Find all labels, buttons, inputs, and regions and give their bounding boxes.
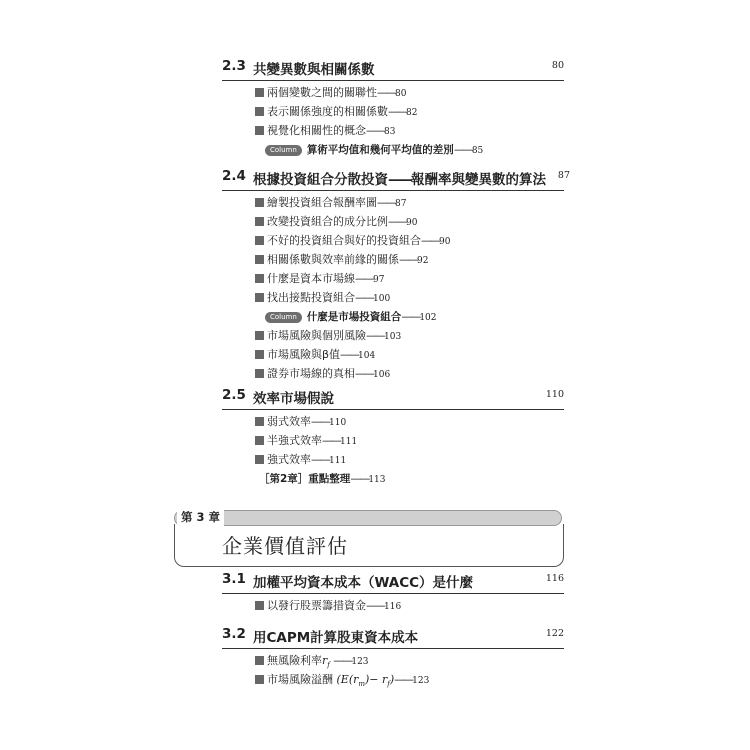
bullet-square-icon [255, 675, 264, 684]
leader: —— [377, 196, 395, 209]
summary-label: ［第2章］重點整理 [259, 473, 351, 485]
leader: —— [340, 348, 359, 361]
entry-label: 繪製投資組合報酬率圖 [267, 196, 377, 209]
entry-page: 116 [384, 602, 402, 612]
section-page: 116 [545, 573, 564, 584]
leader: —— [355, 367, 373, 380]
column-label: 算術平均值和幾何平均值的差別 [306, 144, 454, 156]
leader: —— [333, 654, 352, 667]
chapter-label: 第 3 章 [177, 509, 224, 526]
section-title-part: 報酬率與變異數的算法 [411, 172, 546, 188]
column-badge: Column [265, 145, 302, 156]
section-2-3 [222, 58, 564, 156]
leader: —— [377, 86, 395, 99]
toc-entry[interactable] [255, 288, 575, 307]
toc-entry[interactable] [255, 121, 575, 140]
bullet-square-icon [255, 331, 264, 340]
toc-entry[interactable] [255, 412, 575, 431]
math-symbol: r [322, 654, 328, 667]
section-header [222, 387, 564, 410]
section-page: 122 [545, 628, 564, 639]
toc-entry[interactable] [255, 326, 575, 345]
leader: —— [355, 272, 373, 285]
entry-label: 找出接點投資組合 [267, 291, 355, 304]
bullet-square-icon [255, 107, 264, 116]
toc-entry[interactable] [255, 212, 575, 231]
section-3-1 [222, 571, 564, 612]
section-number: 3.1 [222, 571, 246, 587]
section-page: 87 [557, 170, 570, 181]
math-formula: (E(r [336, 673, 359, 686]
entry-label: 不好的投資組合與好的投資組合 [267, 234, 421, 247]
bullet-square-icon [255, 601, 264, 610]
section-number: 3.2 [222, 626, 246, 642]
bullet-square-icon [255, 350, 264, 359]
column-entry[interactable] [255, 307, 575, 326]
entry-page: 103 [384, 332, 402, 342]
entry-page: 97 [373, 275, 385, 285]
section-header [222, 58, 564, 81]
leader: —— [421, 234, 439, 247]
entry-label: 什麼是資本市場線 [267, 272, 355, 285]
section-3-2 [222, 626, 564, 689]
toc-entry[interactable] [255, 345, 575, 364]
entry-page: 113 [368, 475, 386, 485]
column-label: 什麼是市場投資組合 [306, 311, 402, 323]
toc-entry[interactable] [255, 231, 575, 250]
leader: —— [366, 329, 384, 342]
entry-label: 以發行股票籌措資金 [267, 599, 366, 612]
entry-page: 111 [340, 437, 358, 447]
bullet-square-icon [255, 293, 264, 302]
section-header [222, 626, 564, 649]
section-number: 2.4 [222, 168, 246, 184]
entry-page: 106 [373, 370, 391, 380]
entry-label: 弱式效率 [267, 415, 311, 428]
entry-label: 無風險利率 [267, 654, 322, 667]
toc-entry[interactable] [255, 250, 575, 269]
entry-page: 102 [419, 313, 437, 323]
section-title[interactable]: 效率市場假說 [253, 391, 334, 407]
entry-page: 123 [412, 676, 430, 686]
entry-page: 100 [373, 294, 391, 304]
entry-label: 半強式效率 [267, 434, 322, 447]
section-number: 2.5 [222, 387, 246, 403]
entry-page: 85 [471, 146, 484, 156]
section-header [222, 168, 570, 191]
entry-label: 相關係數與效率前緣的關係 [267, 253, 399, 266]
entry-page: 83 [384, 127, 396, 137]
bullet-square-icon [255, 88, 264, 97]
toc-entry[interactable] [255, 431, 575, 450]
bullet-square-icon [255, 126, 264, 135]
math-formula: ) [389, 673, 395, 686]
section-header [222, 571, 564, 594]
entry-label: 兩個變數之間的關聯性 [267, 86, 377, 99]
chapter-3-header [174, 510, 564, 568]
math-formula: )− r [365, 673, 388, 686]
section-title[interactable] [253, 168, 546, 188]
entry-page: 82 [406, 108, 418, 118]
toc-entry[interactable] [255, 596, 575, 615]
entry-label: 市場風險與β值 [267, 348, 341, 361]
leader: —— [322, 434, 340, 447]
leader: —— [355, 291, 373, 304]
summary-entry[interactable] [255, 469, 575, 488]
entry-page: 87 [395, 199, 407, 209]
leader: —— [366, 599, 384, 612]
entry-page: 90 [406, 218, 418, 228]
chapter-title[interactable]: 企業價值評估 [222, 534, 348, 558]
math-subscript: f [387, 680, 390, 689]
column-entry[interactable] [255, 140, 575, 159]
entry-label: 市場風險溢酬 [267, 673, 333, 686]
toc-entry[interactable] [255, 193, 575, 212]
leader: —— [394, 673, 413, 686]
toc-entry[interactable] [255, 83, 575, 102]
bullet-square-icon [255, 274, 264, 283]
section-page: 80 [551, 60, 564, 71]
math-subscript: f [327, 661, 330, 670]
section-2-5 [222, 387, 564, 485]
leader: —— [311, 415, 329, 428]
toc-entry[interactable] [255, 102, 575, 121]
entry-page: 111 [329, 456, 347, 466]
toc-entry[interactable] [255, 364, 575, 383]
entry-page: 80 [395, 89, 407, 99]
entry-page: 110 [329, 418, 347, 428]
section-2-4 [222, 168, 570, 380]
section-title[interactable]: 用CAPM計算股東資本成本 [253, 630, 419, 646]
entry-page: 123 [351, 657, 369, 667]
leader: —— [366, 124, 384, 137]
bullet-square-icon [255, 217, 264, 226]
leader: —— [388, 105, 406, 118]
toc-entry[interactable] [255, 269, 575, 288]
leader: —— [350, 472, 369, 485]
leader: —— [388, 215, 406, 228]
section-title-part: 根據投資組合分散投資 [253, 172, 388, 188]
section-number: 2.3 [222, 58, 246, 74]
entry-label: 視覺化相關性的概念 [267, 124, 366, 137]
bullet-square-icon [255, 255, 264, 264]
entry-page: 92 [417, 256, 429, 266]
leader: —— [399, 253, 417, 266]
toc-entry[interactable] [255, 670, 575, 689]
column-badge: Column [265, 312, 302, 323]
entry-label: 強式效率 [267, 453, 311, 466]
entry-page: 90 [439, 237, 451, 247]
leader: —— [388, 172, 411, 188]
section-page: 110 [545, 389, 564, 400]
bullet-square-icon [255, 455, 264, 464]
entry-label: 市場風險與個別風險 [267, 329, 366, 342]
chapter-bar [174, 510, 562, 526]
bullet-square-icon [255, 436, 264, 445]
toc-entry[interactable] [255, 651, 575, 670]
bullet-square-icon [255, 236, 264, 245]
bullet-square-icon [255, 656, 264, 665]
bullet-square-icon [255, 369, 264, 378]
section-title[interactable]: 共變異數與相關係數 [253, 62, 375, 78]
leader: —— [453, 143, 472, 156]
entry-label: 表示關係強度的相關係數 [267, 105, 388, 118]
entry-label: 改變投資組合的成分比例 [267, 215, 388, 228]
entry-page: 104 [358, 351, 376, 361]
toc-entry[interactable] [255, 450, 575, 469]
bullet-square-icon [255, 198, 264, 207]
leader: —— [401, 310, 420, 323]
bullet-square-icon [255, 417, 264, 426]
math-subscript: m [358, 680, 366, 689]
leader: —— [311, 453, 329, 466]
section-title[interactable]: 加權平均資本成本（WACC）是什麼 [253, 575, 474, 591]
entry-label: 證券市場線的真相 [267, 367, 355, 380]
